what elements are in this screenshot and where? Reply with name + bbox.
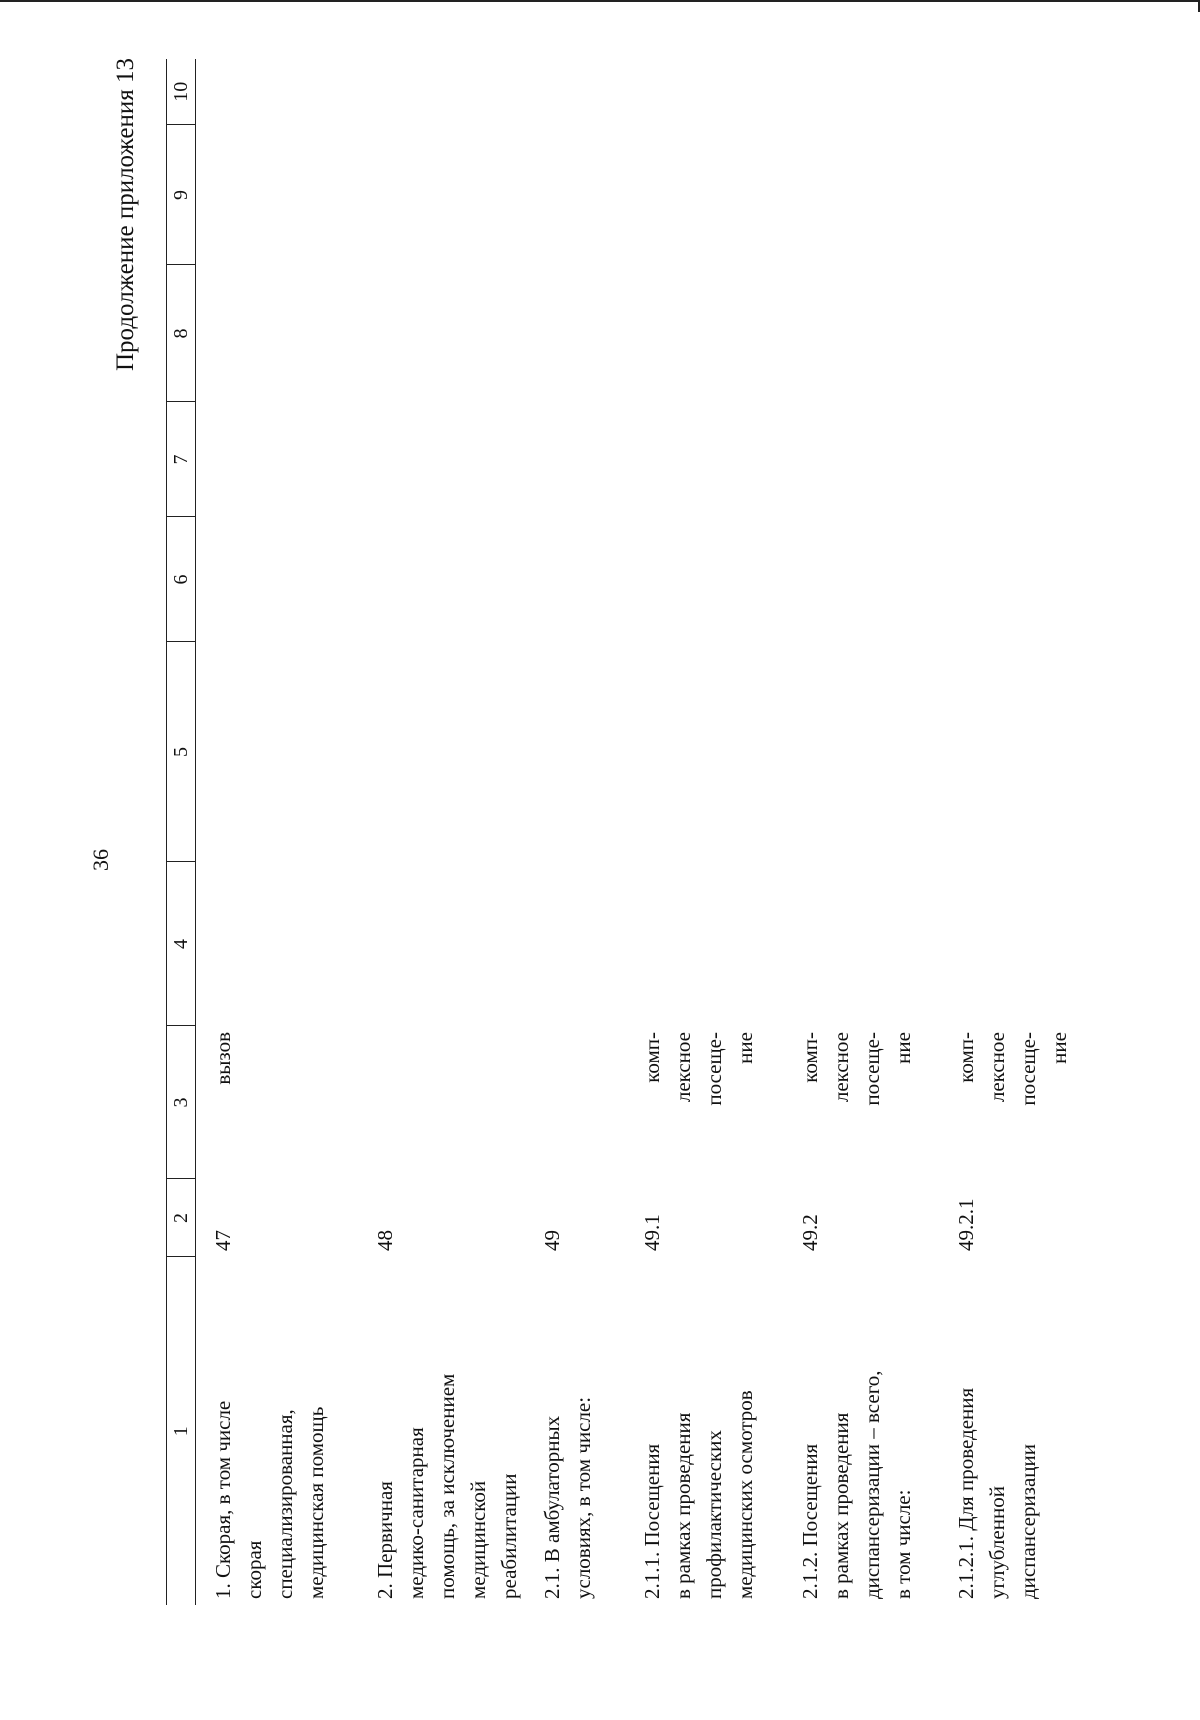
column-number-2: 2	[167, 1179, 196, 1257]
empty-cell	[525, 862, 625, 1026]
empty-cell	[939, 59, 1091, 125]
empty-cell	[196, 125, 359, 265]
empty-cell	[939, 265, 1091, 402]
row-unit-cell	[783, 1026, 939, 1179]
row-name-line: реабилитации	[497, 1473, 521, 1599]
table-row	[625, 59, 783, 1605]
table-row	[358, 59, 525, 1605]
row-name-line: медицинская помощь	[304, 1406, 328, 1599]
empty-cell	[625, 862, 783, 1026]
empty-cell	[525, 125, 625, 265]
row-name-cell	[525, 1257, 625, 1605]
empty-cell	[939, 517, 1091, 642]
empty-cell	[196, 517, 359, 642]
row-name-line: профилактических	[702, 1430, 726, 1599]
row-name-cell	[358, 1257, 525, 1605]
empty-cell	[525, 642, 625, 862]
row-name-line: помощь, за исключением	[435, 1373, 459, 1599]
empty-cell	[939, 642, 1091, 862]
row-code: 49.2	[798, 1214, 822, 1251]
empty-cell	[525, 265, 625, 402]
row-unit-line: лексное	[671, 1032, 695, 1103]
row-name-line: в рамках проведения	[671, 1412, 695, 1599]
empty-cell	[783, 517, 939, 642]
row-name-cell	[939, 1257, 1091, 1605]
row-unit-line: посеще-	[1016, 1032, 1040, 1106]
row-unit-line: ние	[733, 1032, 757, 1064]
empty-cell	[525, 517, 625, 642]
empty-cell	[358, 125, 525, 265]
row-unit-line: посеще-	[702, 1032, 726, 1106]
row-unit-line: комп-	[954, 1032, 978, 1083]
table-row	[196, 59, 359, 1605]
empty-cell	[196, 862, 359, 1026]
row-name-line: медико-санитарная	[404, 1427, 428, 1599]
row-code: 49.1	[640, 1214, 664, 1251]
row-unit-cell	[196, 1026, 359, 1179]
row-unit-cell	[625, 1026, 783, 1179]
empty-cell	[196, 59, 359, 125]
row-unit-line: комп-	[798, 1032, 822, 1083]
empty-cell	[625, 402, 783, 517]
row-name-line: диспансеризации	[1016, 1443, 1040, 1599]
row-name-line: скорая	[242, 1540, 266, 1599]
empty-cell	[783, 59, 939, 125]
table-row	[783, 59, 939, 1605]
empty-cell	[783, 642, 939, 862]
row-name-cell	[196, 1257, 359, 1605]
empty-cell	[625, 265, 783, 402]
row-unit-line: ние	[891, 1032, 915, 1064]
row-unit-line: вызов	[211, 1032, 235, 1085]
row-unit-cell	[358, 1026, 525, 1179]
row-unit-line: лексное	[829, 1032, 853, 1103]
row-name-line: 1. Скорая, в том числе	[211, 1400, 235, 1599]
table-row	[525, 59, 625, 1605]
empty-cell	[783, 125, 939, 265]
empty-cell	[939, 125, 1091, 265]
empty-cell	[939, 402, 1091, 517]
row-unit-line: комп-	[640, 1032, 664, 1083]
empty-cell	[783, 265, 939, 402]
column-number-1: 1	[167, 1257, 196, 1605]
row-name-line: углубленной	[985, 1486, 1009, 1599]
row-name-line: в том числе:	[891, 1489, 915, 1599]
row-name-line: в рамках проведения	[829, 1412, 853, 1599]
row-code: 49	[540, 1230, 564, 1251]
column-number-row	[167, 59, 196, 1605]
empty-cell	[525, 59, 625, 125]
row-name-line: условиях, в том числе:	[571, 1396, 595, 1599]
row-name-line: 2.1.1. Посещения	[640, 1443, 664, 1599]
empty-cell	[196, 642, 359, 862]
empty-cell	[358, 862, 525, 1026]
empty-cell	[358, 402, 525, 517]
table-row	[939, 59, 1091, 1605]
row-name-line: 2.1.2. Посещения	[798, 1443, 822, 1599]
row-name-line: специализированная,	[273, 1409, 297, 1599]
continuation-title: Продолжение приложения 13	[112, 58, 139, 372]
column-number-6: 6	[167, 517, 196, 642]
column-number-3: 3	[167, 1026, 196, 1179]
column-number-9: 9	[167, 125, 196, 265]
empty-cell	[783, 402, 939, 517]
row-name-line: медицинской	[466, 1480, 490, 1599]
row-name-cell	[783, 1257, 939, 1605]
row-name-line: 2. Первичная	[373, 1481, 397, 1599]
empty-cell	[358, 517, 525, 642]
appendix-table	[166, 59, 1091, 1605]
empty-cell	[358, 59, 525, 125]
row-code: 48	[373, 1230, 397, 1251]
column-number-7: 7	[167, 402, 196, 517]
empty-cell	[625, 642, 783, 862]
empty-cell	[525, 402, 625, 517]
empty-cell	[358, 642, 525, 862]
row-name-line: диспансеризации – всего,	[860, 1370, 884, 1599]
empty-cell	[196, 402, 359, 517]
empty-cell	[625, 517, 783, 642]
column-number-8: 8	[167, 265, 196, 402]
empty-cell	[358, 265, 525, 402]
empty-cell	[625, 59, 783, 125]
column-number-4: 4	[167, 862, 196, 1026]
row-unit-line: ние	[1047, 1032, 1071, 1064]
empty-cell	[196, 265, 359, 402]
row-code: 49.2.1	[954, 1198, 978, 1251]
empty-cell	[625, 125, 783, 265]
row-name-cell	[625, 1257, 783, 1605]
row-name-line: 2.1. В амбулаторных	[540, 1415, 564, 1599]
empty-cell	[939, 862, 1091, 1026]
page-number: 36	[88, 849, 113, 871]
empty-cell	[783, 862, 939, 1026]
row-name-line: медицинских осмотров	[733, 1390, 757, 1599]
row-unit-cell	[525, 1026, 625, 1179]
column-number-5: 5	[167, 642, 196, 862]
row-unit-line: лексное	[985, 1032, 1009, 1103]
row-name-line: 2.1.2.1. Для проведения	[954, 1387, 978, 1599]
row-code: 47	[211, 1230, 235, 1251]
row-unit-cell	[939, 1026, 1091, 1179]
row-unit-line: посеще-	[860, 1032, 884, 1106]
column-number-10: 10	[167, 59, 196, 125]
